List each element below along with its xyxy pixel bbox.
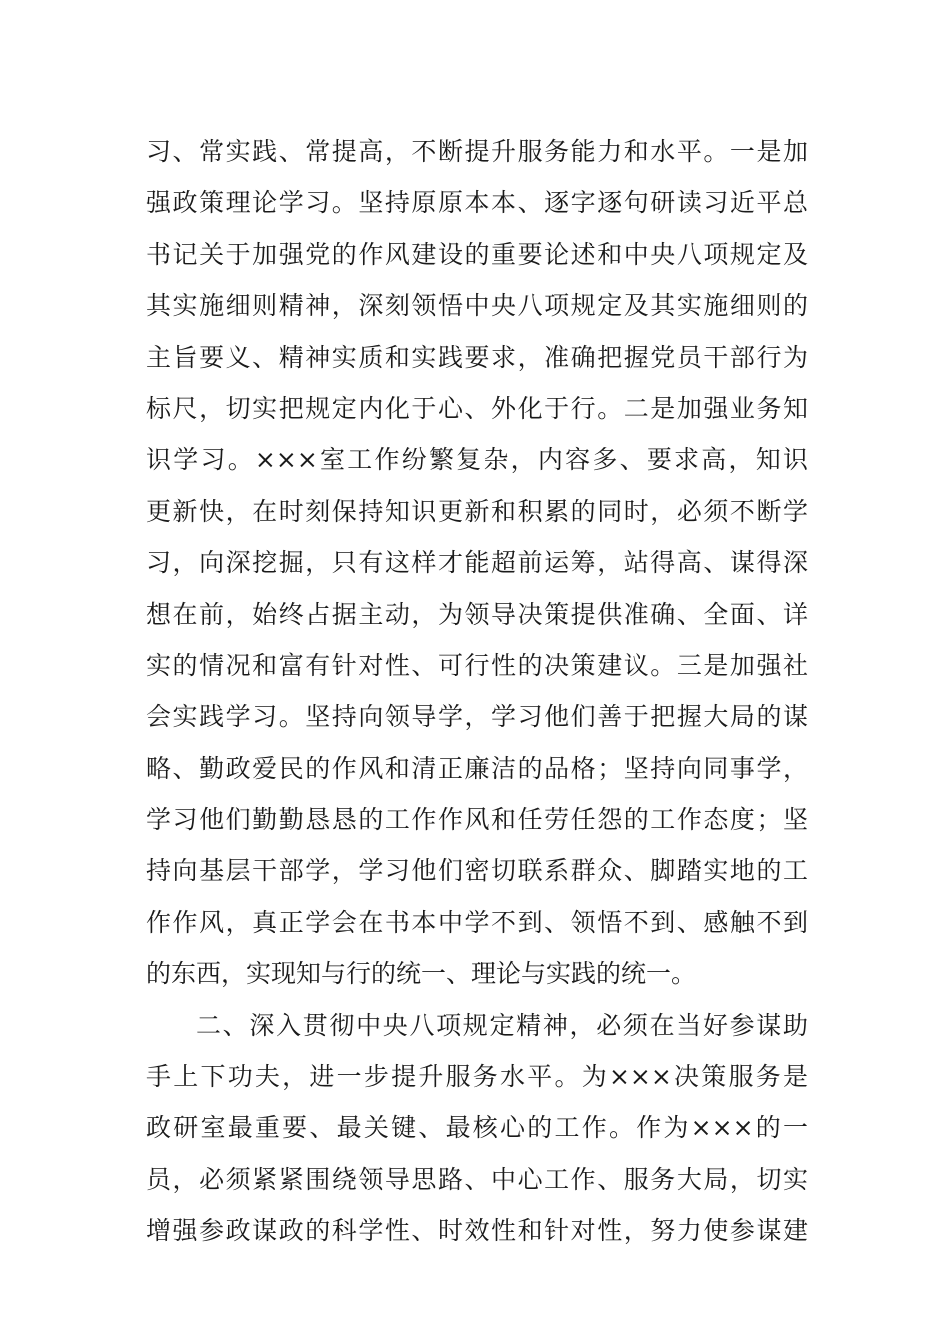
text-line: 员，必须紧紧围绕领导思路、中心工作、服务大局，切实 [146,1164,808,1194]
text-line: 书记关于加强党的作风建设的重要论述和中央八项规定及 [146,239,808,269]
text-line: 更新快，在时刻保持知识更新和积累的同时，必须不断学 [146,496,808,526]
text-line: 习、常实践、常提高，不断提升服务能力和水平。一是加 [146,137,808,166]
text-line: 持向基层干部学，学习他们密切联系群众、脚踏实地的工 [146,856,808,886]
paragraph-end-line: 的东西，实现知与行的统一、理论与实践的统一。 [146,959,697,989]
text-line: 实的情况和富有针对性、可行性的决策建议。三是加强社 [146,650,808,680]
text-line: 手上下功夫，进一步提升服务水平。为×××决策服务是 [146,1062,808,1092]
text-line: 其实施细则精神，深刻领悟中央八项规定及其实施细则的 [146,291,808,321]
text-line: 增强参政谋政的科学性、时效性和针对性，努力使参谋建 [146,1216,808,1246]
section-heading-line: 二、深入贯彻中央八项规定精神，必须在当好参谋助 [196,1010,808,1040]
text-line: 想在前，始终占据主动，为领导决策提供准确、全面、详 [146,599,808,629]
text-line: 略、勤政爱民的作风和清正廉洁的品格；坚持向同事学， [146,753,808,783]
text-line: 标尺，切实把规定内化于心、外化于行。二是加强业务知 [146,393,808,423]
text-line: 习，向深挖掘，只有这样才能超前运筹，站得高、谋得深 [146,548,808,578]
text-line: 识学习。×××室工作纷繁复杂，内容多、要求高，知识 [146,445,808,475]
text-line: 强政策理论学习。坚持原原本本、逐字逐句研读习近平总 [146,188,808,218]
text-line: 会实践学习。坚持向领导学，学习他们善于把握大局的谋 [146,702,808,732]
text-line: 政研室最重要、最关键、最核心的工作。作为×××的一 [146,1113,808,1143]
text-line: 学习他们勤勤恳恳的工作作风和任劳任怨的工作态度；坚 [146,805,808,835]
body-text [146,126,808,1257]
text-line: 主旨要义、精神实质和实践要求，准确把握党员干部行为 [146,342,808,372]
text-line: 作作风，真正学会在书本中学不到、领悟不到、感触不到 [146,907,808,937]
